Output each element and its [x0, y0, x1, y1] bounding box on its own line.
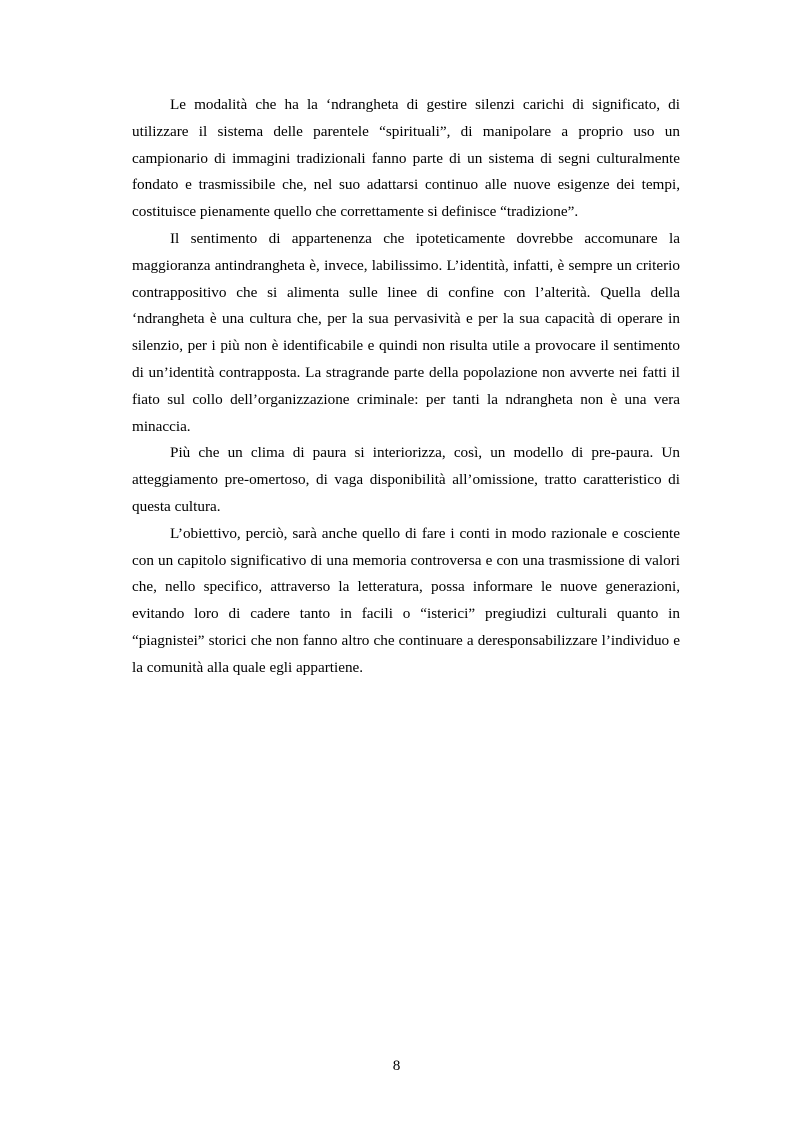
paragraph-4: L’obiettivo, perciò, sarà anche quello di fare i conti in modo razionale e cosciente con un capitolo significativo di una memoria controversa e con una trasmissione di valori che, nello specifico, attraverso la letteratura, possa informare le nuove generazioni, evitando loro di cadere tanto in facili o “isterici” pregiudizi culturali quanto in “piagnistei” storici che non fanno altro che continuare a deresponsabilizzare l’individuo e la comunità alla quale egli appartiene.	[132, 524, 680, 676]
body-text	[132, 92, 680, 682]
paragraph-1: Le modalità che ha la ‘ndrangheta di gestire silenzi carichi di significato, di utilizzare il sistema delle parentele “spirituali”, di manipolare a proprio uso un campionario di immagini tradizionali fanno parte di un sistema di segni culturalmente fondato e trasmissibile che, nel suo adattarsi continuo alle nuove esigenze dei tempi, costituisce pienamente quello che correttamente si definisce “tradizione”.	[132, 96, 680, 221]
paragraph-2: Il sentimento di appartenenza che ipoteticamente dovrebbe accomunare la maggioranza antindrangheta è, invece, labilissimo. L’identità, infatti, è sempre un criterio contrappositivo che si alimenta sulle linee di confine con l’alterità. Quella della ‘ndrangheta è una cultura che, per la sua pervasività e per la sua capacità di operare in silenzio, per i più non è identificabile e quindi non risulta utile a provocare il sentimento di un’identità contrapposta. La stragrande parte della popolazione non avverte nei fatti il fiato sul collo dell’organizzazione criminale: per tanti la ndrangheta non è una vera minaccia.	[132, 229, 680, 435]
paragraph-3: Più che un clima di paura si interiorizza, così, un modello di pre-paura. Un atteggiamento pre-omertoso, di vaga disponibilità all’omissione, tratto caratteristico di questa cultura.	[132, 444, 680, 515]
page-number: 8	[392, 1057, 401, 1074]
